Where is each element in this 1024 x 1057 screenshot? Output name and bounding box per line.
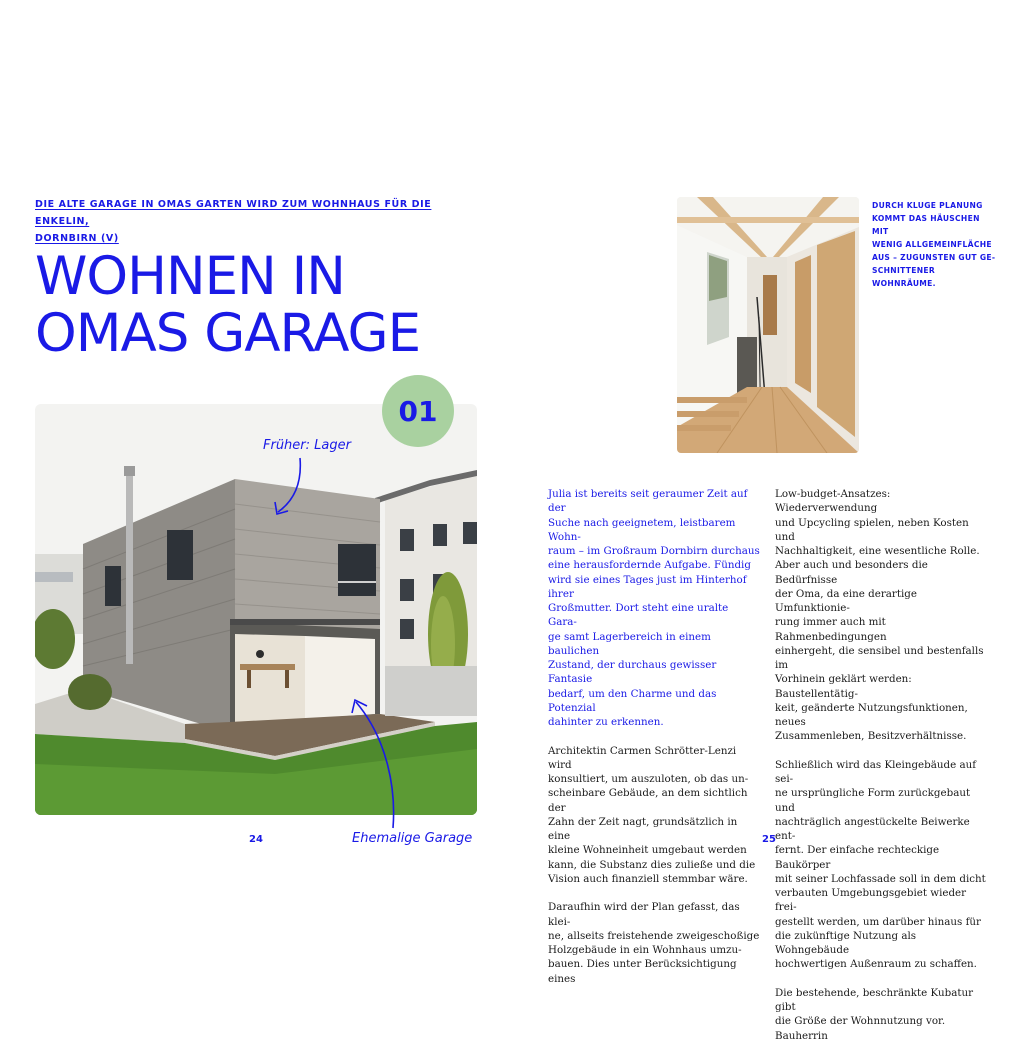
caption-line-5: SCHNITTENER WOHNRÄUME. <box>872 266 936 288</box>
kicker <box>35 196 475 247</box>
chapter-badge: 01 <box>382 375 454 447</box>
body-paragraph: Schließlich wird das Kleingebäude auf sei- ne ursprüngliche Form zurückgebaut und nachträglich angestückelte Beiwerke ent- fernt. Der einfache rechteckige Baukörper mit seiner Lochfassade soll in dem dicht verbauten Umgebungsgebiet wieder frei- gestellt werden, um darüber hinaus für die zukünftige Nutzung als Wohngebäude hochwertigen Außenraum zu schaffen. <box>775 758 986 971</box>
caption-line-1: DURCH KLUGE PLANUNG <box>872 201 983 210</box>
garage-house-photo <box>35 404 477 815</box>
annotation-ehemalige-garage: Ehemalige Garage <box>352 831 473 846</box>
page-title <box>35 248 495 362</box>
body-paragraph: Architektin Carmen Schrötter-Lenzi wird konsultiert, um auszuloten, ob das un- scheinbare Gebäude, an dem sichtlich der Zahn der Zeit nagt, grundsätzlich in eine kleine Wohneinheit umgebaut werden kann, die Substanz dies zuließe und die Vision auch finanziell stemmbar wäre. <box>548 744 756 885</box>
photo-caption <box>872 199 996 290</box>
text-column-2 <box>775 487 987 1057</box>
caption-line-3: WENIG ALLGEMEINFLÄCHE <box>872 240 992 249</box>
interior-hallway-photo <box>677 197 859 453</box>
text-column-1 <box>548 487 760 1000</box>
caption-line-2: KOMMT DAS HÄUSCHEN MIT <box>872 214 980 236</box>
title-line-1: WOHNEN IN <box>35 246 345 307</box>
body-paragraph: Die bestehende, beschränkte Kubatur gibt die Größe der Wohnnutzung vor. Bauherrin <box>775 986 974 1042</box>
kicker-line-2: DORNBIRN (V) <box>35 233 119 244</box>
page-number-left: 24 <box>249 834 263 845</box>
lead-paragraph: Julia ist bereits seit geraumer Zeit auf der Suche nach geeignetem, leistbarem Wohn- raum – im Großraum Dornbirn durchaus eine herausfordernde Aufgabe. Fündig wird sie eines Tages just im Hinterhof ihrer Großmutter. Dort steht eine uralte Gara- ge samt Lagerbereich in einem baulichen Zustand, der durchaus gewisser Fantasie bedarf, um den Charme und das Potenzial dahinter zu erkennen. <box>548 488 760 728</box>
page-number-right: 25 <box>762 834 776 845</box>
body-paragraph: Low-budget-Ansatzes: Wiederverwendung und Upcycling spielen, neben Kosten und Nachhaltigkeit, eine wesentliche Rolle. Aber auch und besonders die Bedürfnisse der Oma, da eine derartige Umfunktionie- rung immer auch mit Rahmenbedingungen einhergeht, die sensibel und bestenfalls im Vorhinein geklärt werden: Baustellentätig- keit, geänderte Nutzungsfunktionen, neues Zusammenleben, Besitzverhältnisse. <box>775 488 984 743</box>
title-line-2: OMAS GARAGE <box>35 303 421 364</box>
body-paragraph: Daraufhin wird der Plan gefasst, das klei- ne, allseits freistehende zweigeschoßige Holzgebäude in ein Wohnhaus umzu- bauen. Dies unter Berücksichtigung eines <box>548 901 760 985</box>
annotation-frueher-lager: Früher: Lager <box>263 438 351 453</box>
kicker-line-1: DIE ALTE GARAGE IN OMAS GARTEN WIRD ZUM WOHNHAUS FÜR DIE ENKELIN, <box>35 199 432 227</box>
caption-line-4: AUS – ZUGUNSTEN GUT GE- <box>872 253 996 262</box>
